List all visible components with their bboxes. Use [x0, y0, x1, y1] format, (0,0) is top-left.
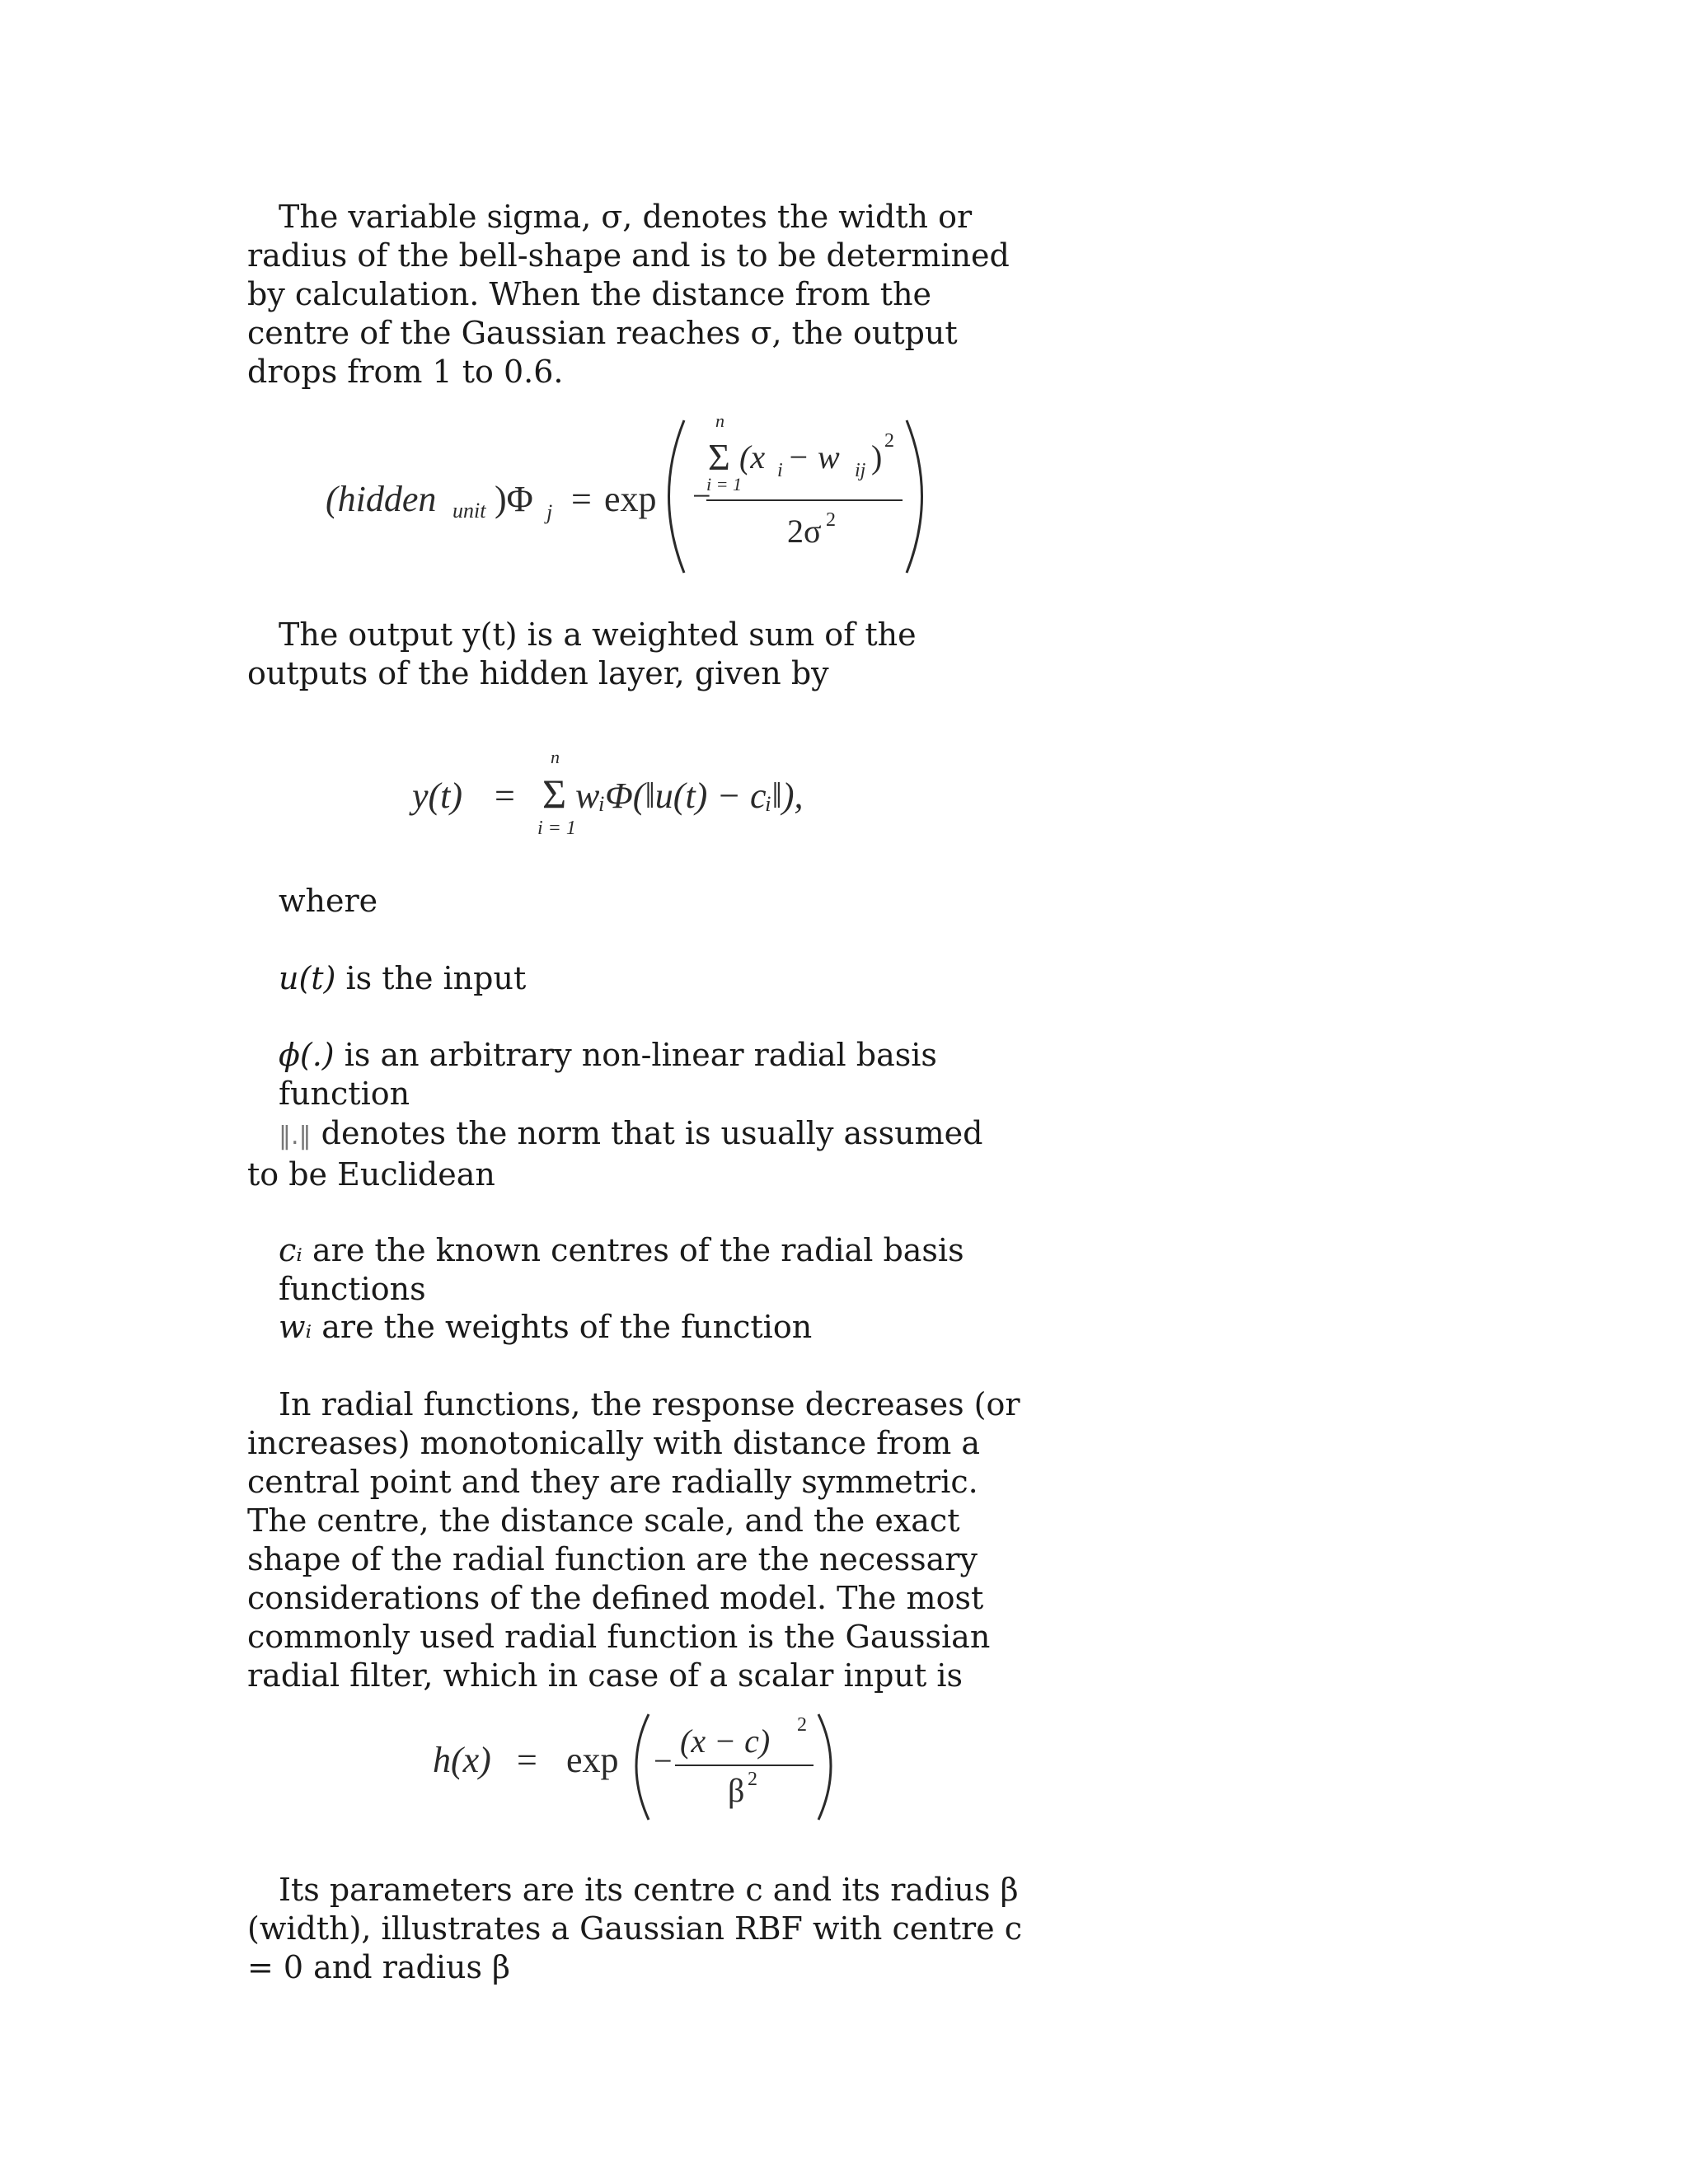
eq3-num-sq: 2 [797, 1714, 807, 1736]
eq1-num-mid: − w [787, 438, 840, 476]
definition-weights-text: are the weights of the function [312, 1309, 813, 1345]
symbol-phi: ϕ(.) [279, 1037, 335, 1073]
eq3-exp: exp [566, 1740, 619, 1780]
eq1-sigma: Σ [708, 436, 730, 478]
eq2-equals: = [495, 776, 515, 816]
eq3-minus: − [654, 1742, 673, 1779]
eq2-lhs: y(t) [412, 776, 463, 816]
eq2-sigma: Σ [542, 771, 567, 817]
definition-weights [279, 1308, 1053, 1347]
eq1-minus: − [692, 477, 711, 514]
eq3-lhs: h(x) [433, 1740, 491, 1780]
symbol-u: u(t) [279, 960, 336, 996]
eq3-right-paren [818, 1714, 831, 1820]
paragraph-sigma: The variable sigma, σ, denotes the width or radius of the bell-shape and is to be determined by calculation. When the distance from the centre of the Gaussian reaches σ, the output drops from 1 to 0.6. [247, 199, 1010, 390]
definition-norm [247, 1114, 1022, 1194]
definition-input-text: is the input [335, 960, 527, 996]
paragraph-radial-functions: In radial functions, the response decreases (or increases) monotonically with distance from a central point and they are radially symmetric. The centre, the distance scale, and the exact shape of the radial function are the necessary considerations of the defined model. The most commonly used radial function is the Gaussian radial filter, which in case of a scalar input is [247, 1386, 1020, 1694]
eq3-den-sq: 2 [748, 1769, 757, 1790]
eq1-exp: exp [604, 479, 657, 519]
definition-centres-text: are the known centres of the radial basis functions [279, 1232, 964, 1307]
equation-output-sum-svg [412, 742, 923, 849]
eq1-lhs-tail: )Φ [495, 479, 533, 519]
equation-gaussian [433, 1698, 861, 1830]
symbol-c: cᵢ [279, 1232, 302, 1268]
definition-phi-text: is an arbitrary non-linear radial basis function [279, 1037, 937, 1112]
eq1-num-i: i [777, 460, 783, 481]
eq1-den-sq: 2 [826, 509, 836, 531]
eq1-den: 2σ [787, 513, 822, 550]
eq1-lhs: (hidden [326, 479, 437, 519]
equation-output-sum [412, 742, 923, 849]
eq1-equals: = [571, 479, 592, 519]
label-where: where [279, 883, 378, 919]
symbol-norm: ‖.‖ [279, 1122, 312, 1151]
eq2-sum-top: n [551, 747, 560, 767]
eq1-sum-top: n [715, 410, 724, 431]
paragraph-parameters: Its parameters are its centre c and its radius β (width), illustrates a Gaussian RBF with centre c = 0 and radius β [247, 1872, 1023, 1985]
eq1-lhs-j: j [546, 500, 553, 524]
eq1-num-close: ) [871, 438, 883, 476]
equation-gaussian-svg [433, 1698, 861, 1830]
eq1-right-paren [907, 420, 922, 573]
eq3-num: (x − c) [680, 1722, 771, 1760]
equation-hidden-unit-svg [326, 404, 968, 585]
definition-norm-text: denotes the norm that is usually assumed to be Euclidean [247, 1115, 983, 1193]
equation-hidden-unit [326, 404, 968, 585]
symbol-w: wᵢ [279, 1309, 312, 1345]
definition-input [279, 959, 1053, 998]
eq2-body: wᵢΦ(‖u(t) − cᵢ‖), [575, 776, 804, 816]
definition-phi [279, 1036, 1053, 1113]
eq1-left-paren [669, 420, 685, 573]
eq3-den: β [728, 1772, 745, 1809]
definition-centres [279, 1231, 1053, 1309]
eq1-sum-bot: i = 1 [706, 474, 742, 494]
eq3-equals: = [517, 1740, 537, 1780]
eq1-num-ij: ij [855, 460, 866, 481]
paragraph-output: The output y(t) is a weighted sum of the outputs of the hidden layer, given by [247, 616, 917, 691]
eq3-left-paren [636, 1714, 649, 1820]
eq1-lhs-sub: unit [452, 499, 486, 523]
eq1-num: (x [739, 438, 766, 476]
eq2-sum-bot: i = 1 [537, 818, 576, 839]
eq1-num-sq: 2 [884, 430, 894, 452]
